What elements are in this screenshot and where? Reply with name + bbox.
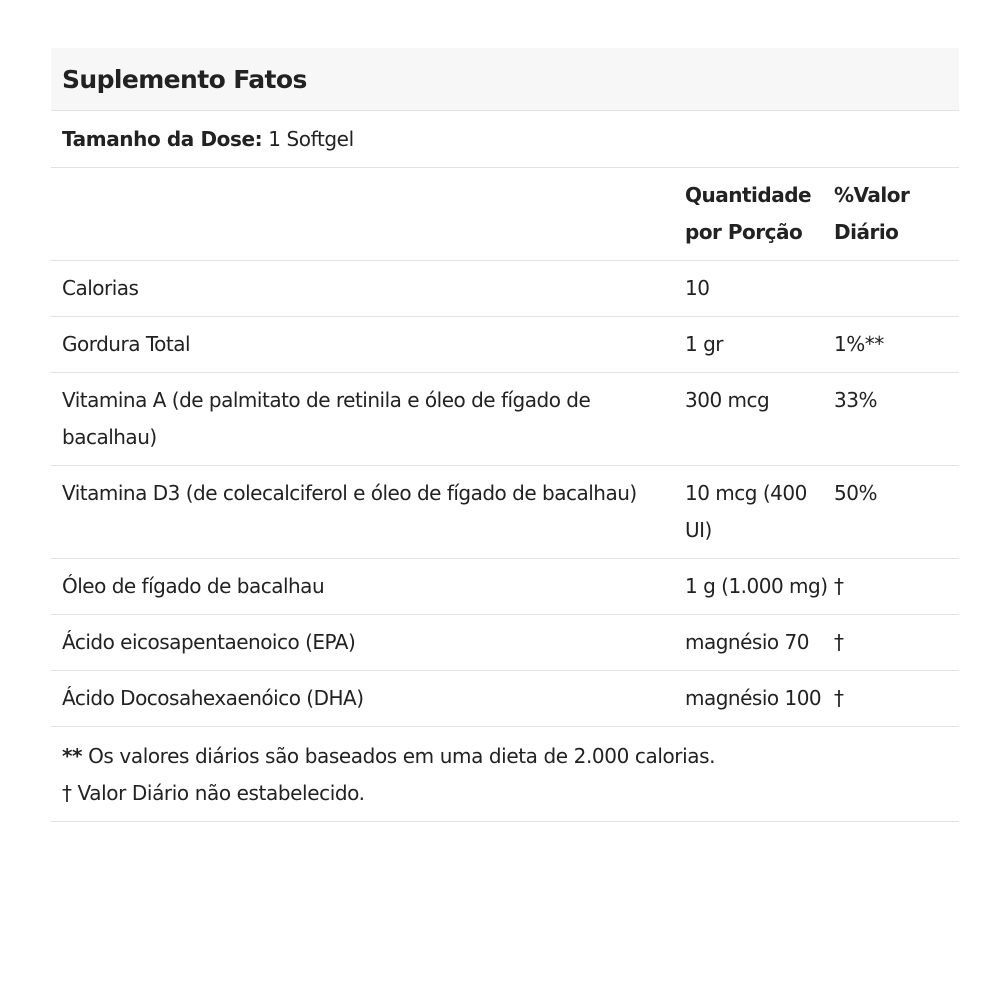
serving-size-label: Tamanho da Dose: — [62, 127, 263, 151]
footnotes — [51, 727, 959, 822]
footnote-dv-text: Os valores diários são baseados em uma dieta de 2.000 calorias. — [82, 744, 716, 768]
supplement-facts-panel — [51, 48, 959, 822]
nutrient-daily-value: 1%** — [834, 317, 959, 373]
table-row — [51, 373, 959, 466]
table-row — [51, 466, 959, 559]
table-row — [51, 261, 959, 317]
nutrient-amount: 10 — [685, 261, 834, 317]
nutrient-amount: 300 mcg — [685, 373, 834, 466]
nutrient-amount: magnésio 100 — [685, 671, 834, 727]
nutrient-daily-value: † — [834, 615, 959, 671]
nutrient-daily-value: 33% — [834, 373, 959, 466]
table-row — [51, 671, 959, 727]
nutrient-amount: 1 gr — [685, 317, 834, 373]
footnote-daily-value — [62, 738, 959, 775]
header-daily-value: %Valor Diário — [834, 168, 959, 261]
nutrient-table — [51, 168, 959, 727]
table-row — [51, 615, 959, 671]
table-header-row — [51, 168, 959, 261]
nutrient-name: Ácido Docosahexaenóico (DHA) — [51, 671, 685, 727]
nutrient-name: Óleo de fígado de bacalhau — [51, 559, 685, 615]
table-row — [51, 559, 959, 615]
footnote-marker: ** — [62, 744, 83, 768]
title-row — [51, 48, 959, 111]
serving-size-row — [51, 111, 959, 168]
nutrient-daily-value: 50% — [834, 466, 959, 559]
panel-title: Suplemento Fatos — [62, 64, 307, 94]
header-amount: Quantidade por Porção — [685, 168, 834, 261]
serving-size-value: 1 Softgel — [268, 127, 354, 151]
nutrient-amount: 10 mcg (400 UI) — [685, 466, 834, 559]
nutrient-name: Vitamina D3 (de colecalciferol e óleo de fígado de bacalhau) — [51, 466, 685, 559]
nutrient-amount: 1 g (1.000 mg) — [685, 559, 834, 615]
nutrient-daily-value — [834, 261, 959, 317]
nutrient-name: Ácido eicosapentaenoico (EPA) — [51, 615, 685, 671]
nutrient-amount: magnésio 70 — [685, 615, 834, 671]
nutrient-name: Calorias — [51, 261, 685, 317]
header-nutrient — [51, 168, 685, 261]
footnote-dagger: † Valor Diário não estabelecido. — [62, 781, 365, 805]
nutrient-name: Vitamina A (de palmitato de retinila e óleo de fígado de bacalhau) — [51, 373, 685, 466]
nutrient-daily-value: † — [834, 559, 959, 615]
nutrient-name: Gordura Total — [51, 317, 685, 373]
nutrient-daily-value: † — [834, 671, 959, 727]
table-row — [51, 317, 959, 373]
